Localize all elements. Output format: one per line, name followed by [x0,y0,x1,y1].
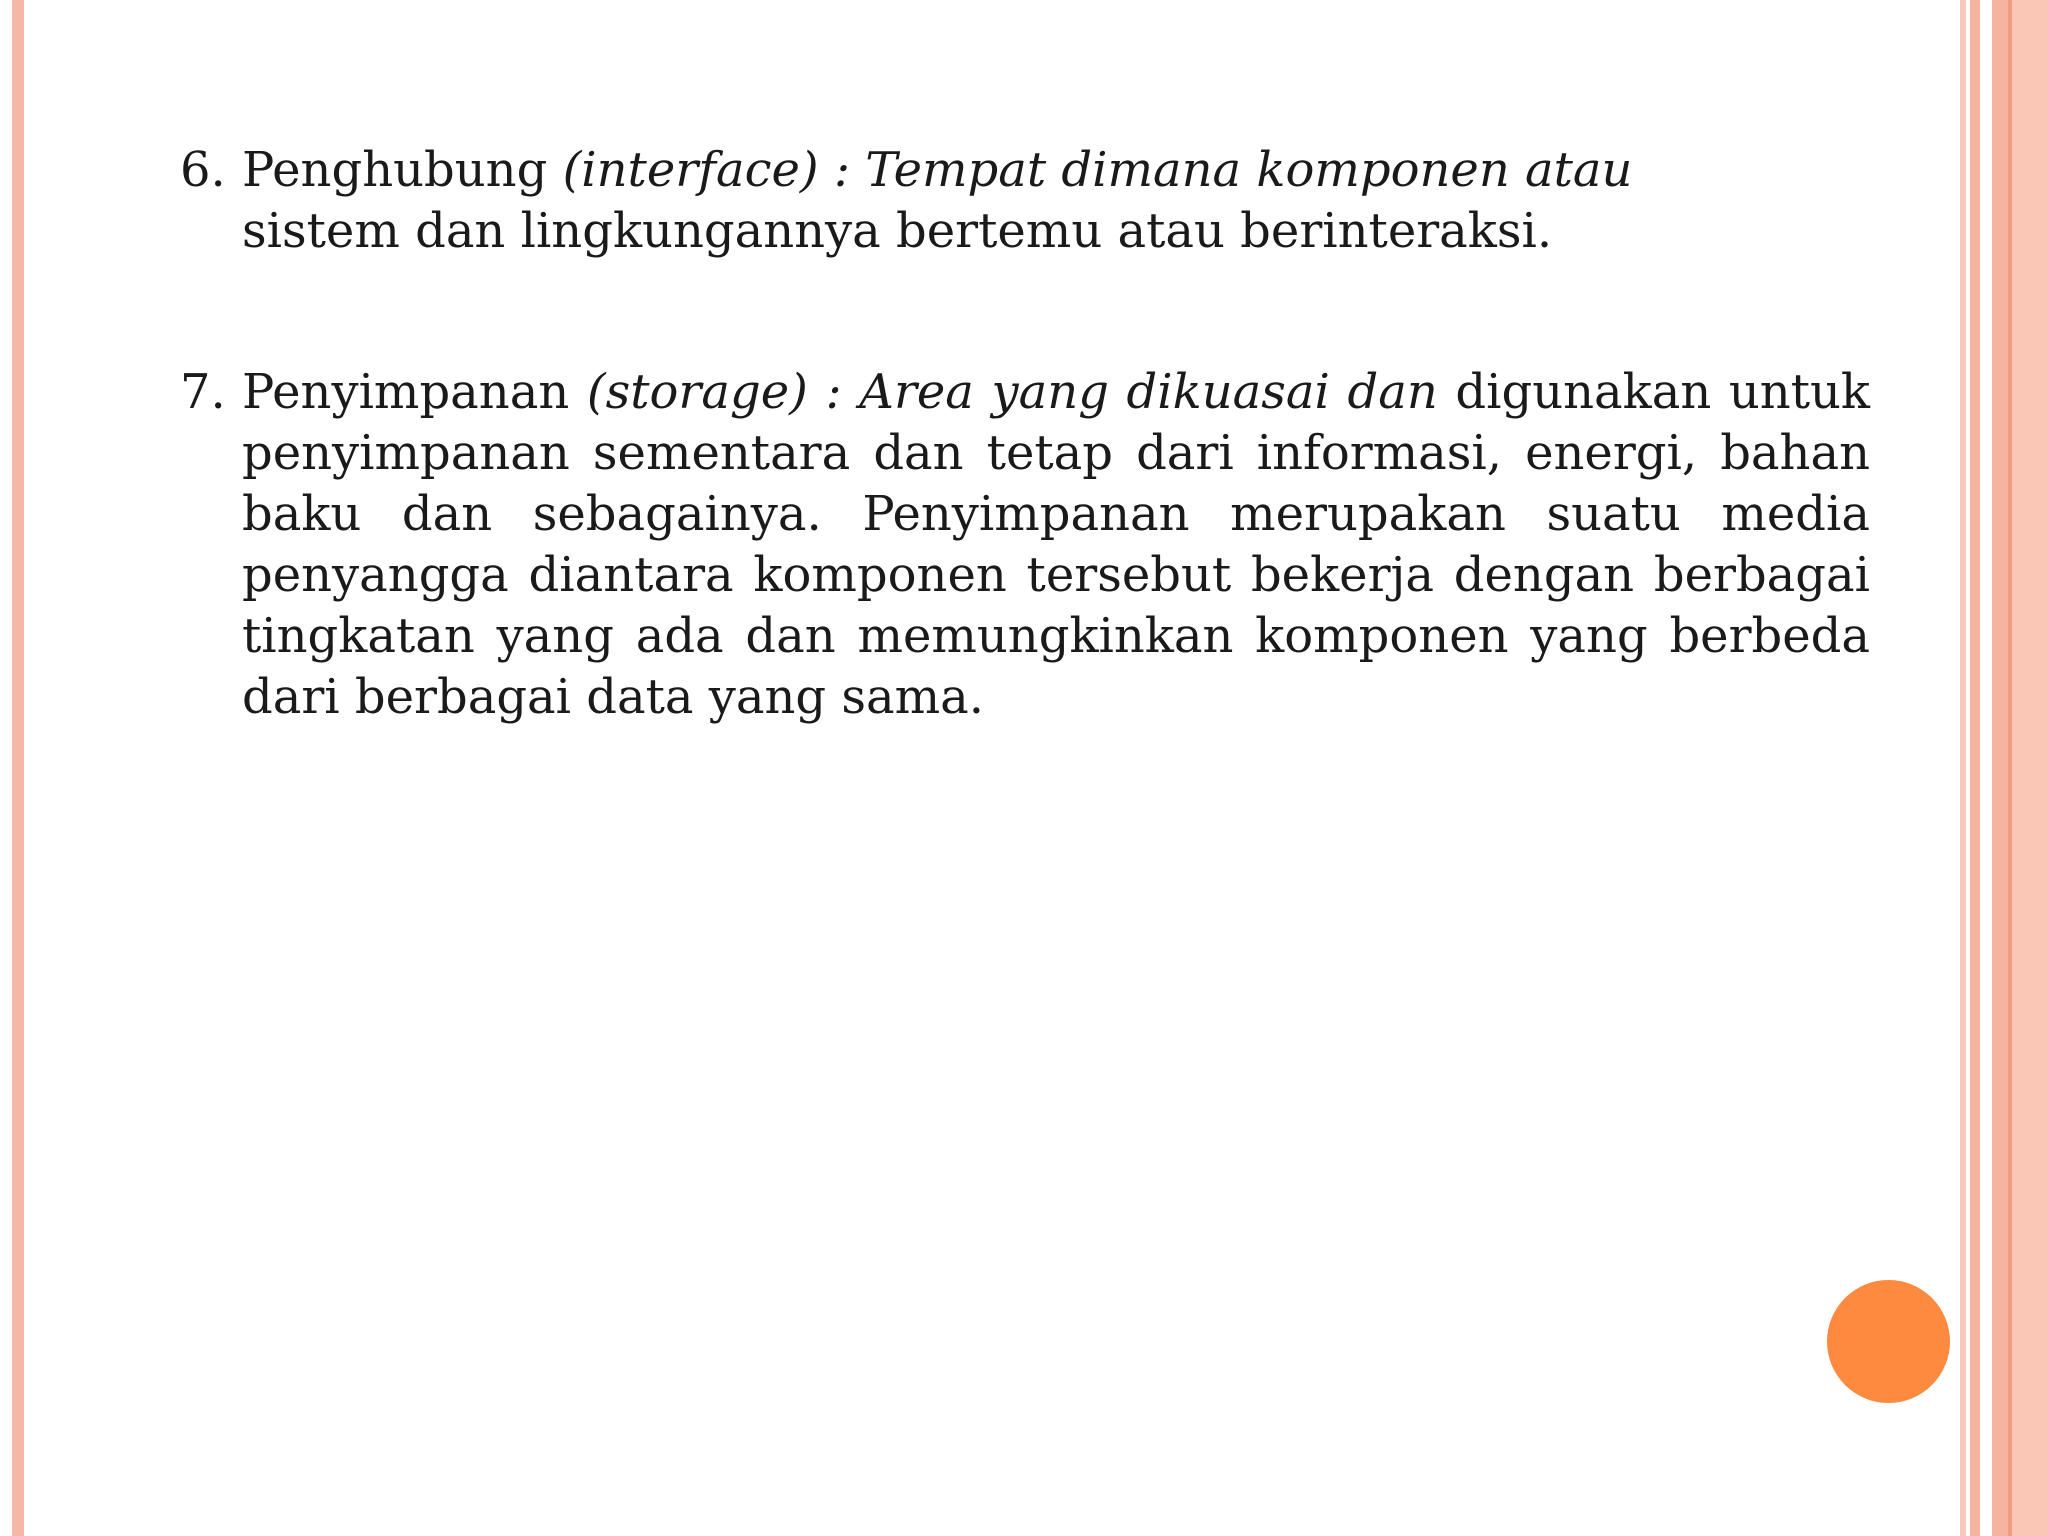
term-definition-italic: (storage) : Area yang dikuasai dan [586,364,1438,420]
definition-text: sistem dan lingkungannya bertemu atau berinteraksi. [242,203,1553,259]
list-item-interface [180,140,1870,262]
left-decorative-stripe [12,0,24,1536]
orange-circle-decoration [1827,1280,1950,1403]
term-label: Penyimpanan [242,364,587,420]
right-decorative-stripe [1992,0,2008,1536]
right-decorative-stripe [1970,0,1980,1536]
list-item-body [242,140,1782,262]
term-definition-italic: (interface) : Tempat dimana komponen atau [562,142,1633,198]
slide-content [180,140,1870,728]
list-item-storage [180,362,1870,728]
right-decorative-gap [1984,0,1992,1536]
term-label: Penghubung [242,142,563,198]
right-decorative-stripe [1960,0,1966,1536]
list-number: 6. [180,142,226,198]
right-decorative-stripe [2012,0,2048,1536]
list-number: 7. [180,364,226,420]
definition-text: digunakan untuk penyimpanan sementara dan tetap dari informasi, energi, bahan baku dan sebagainya. Penyimpanan merupakan suatu media penyangga diantara komponen tersebut bekerja dengan berbagai tingkatan yang ada dan memungkinkan komponen yang berbeda dari berbagai data yang sama. [242,364,1870,725]
